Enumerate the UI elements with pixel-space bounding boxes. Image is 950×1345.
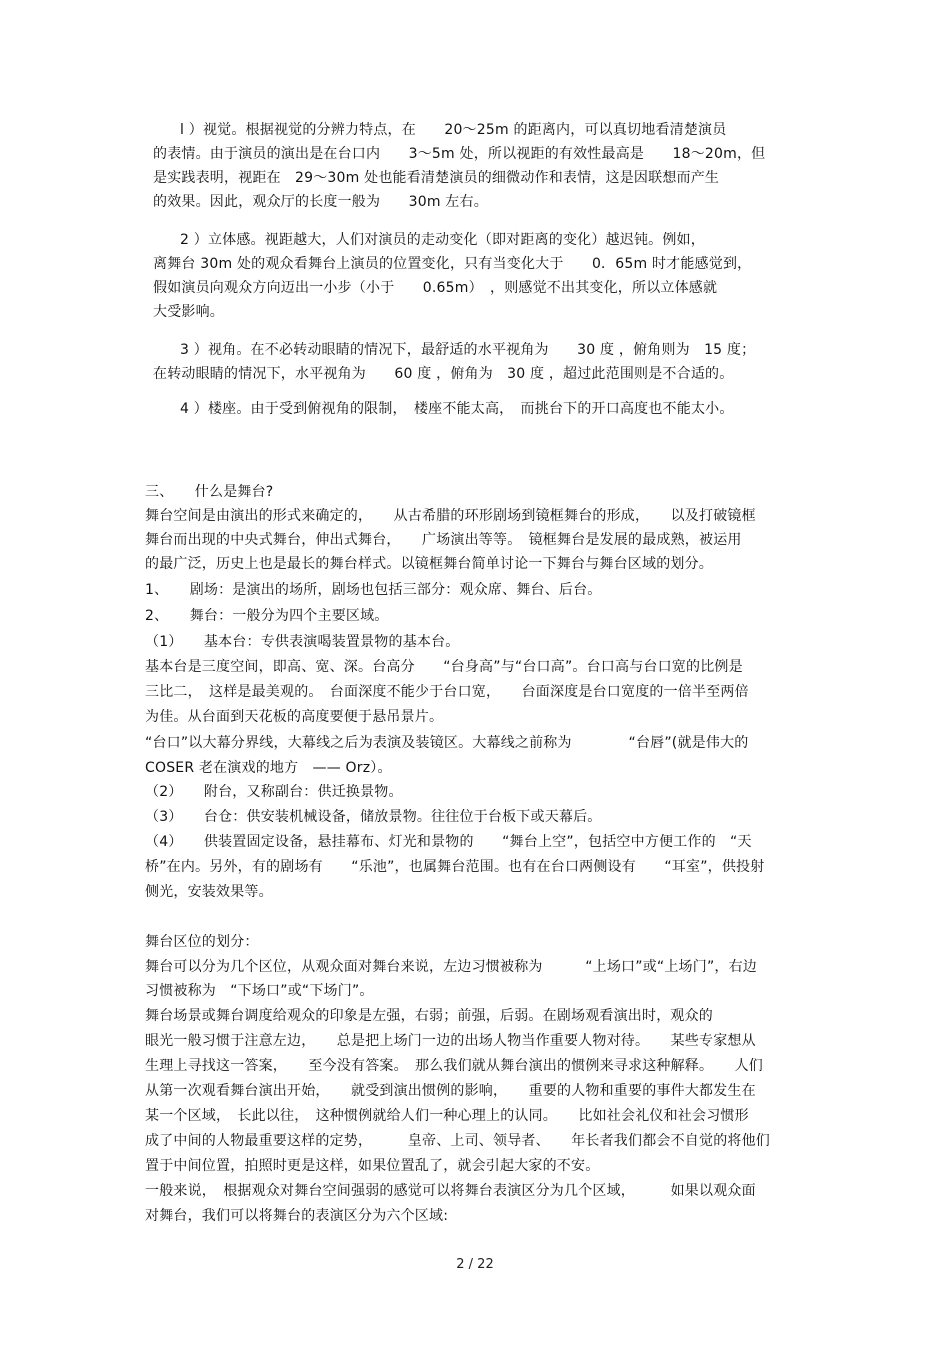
text-line: 的效果。因此，观众厅的长度一般为 30m 左右。 <box>153 194 488 210</box>
text-line: 侧光，安装效果等。 <box>145 884 273 900</box>
text-line: 从第一次观看舞台演出开始， 就受到演出惯例的影响， 重要的人物和重要的事件大都发生在 <box>145 1083 756 1099</box>
text-line: 是实践表明，视距在 29～30m 处也能看清楚演员的细微动作和表情，这是因联想而产生 <box>153 170 720 186</box>
text-line: 对舞台，我们可以将舞台的表演区分为六个区域: <box>145 1208 449 1224</box>
text-line: 舞台空间是由演出的形式来确定的， 从古希腊的环形剧场到镜框舞台的形成， 以及打破镜框 <box>145 508 756 524</box>
text-line: 2 ）立体感。视距越大，人们对演员的走动变化（即对距离的变化）越迟钝。例如， <box>180 232 705 248</box>
text-line: 舞台可以分为几个区位，从观众面对舞台来说，左边习惯被称为 “上场口”或“上场门”，右边 <box>145 959 758 975</box>
text-line: 的最广泛，历史上也是最长的舞台样式。以镜框舞台简单讨论一下舞台与舞台区域的划分。 <box>145 556 713 572</box>
text-line: 1、 剧场：是演出的场所，剧场也包括三部分：观众席、舞台、后台。 <box>145 582 602 598</box>
text-line: 在转动眼睛的情况下，水平视角为 60 度 ，俯角为 30 度 ，超过此范围则是不合适的。 <box>153 366 734 382</box>
text-line: 的表情。由于演员的演出是在台口内 3～5m 处，所以视距的有效性最高是 18～20m，但 <box>153 146 766 162</box>
text-line: 生理上寻找这一答案， 至今没有答案。 那么我们就从舞台演出的惯例来寻求这种解释。 人们 <box>145 1058 763 1074</box>
text-line: 大受影响。 <box>153 304 224 320</box>
text-line: COSER 老在演戏的地方 —— Orz）。 <box>145 760 392 776</box>
section-heading: 舞台区位的划分： <box>145 934 259 950</box>
text-line: l ）视觉。根据视觉的分辨力特点，在 20～25m 的距离内，可以真切地看清楚演员 <box>180 122 727 138</box>
text-line: 某一个区域， 长此以往， 这种惯例就给人们一种心理上的认同。 比如社会礼仪和社会习惯形 <box>145 1108 749 1124</box>
text-line: 离舞台 30m 处的观众看舞台上演员的位置变化，只有当变化大于 0．65m 时才能感觉到， <box>153 256 752 272</box>
text-line: 习惯被称为 “下场口”或“下场门”。 <box>145 983 374 999</box>
text-line: （1） 基本台：专供表演喝装置景物的基本台。 <box>145 634 460 650</box>
text-line: 三比二， 这样是最美观的。 台面深度不能少于台口宽， 台面深度是台口宽度的一倍半至两倍 <box>145 684 749 700</box>
text-line: 一般来说， 根据观众对舞台空间强弱的感觉可以将舞台表演区分为几个区域， 如果以观众面 <box>145 1183 756 1199</box>
text-line: 舞台场景或舞台调度给观众的印象是左强，右弱；前强，后弱。在剧场观看演出时，观众的 <box>145 1008 713 1024</box>
text-line: （2） 附台，又称副台：供迁换景物。 <box>145 784 403 800</box>
text-line: 成了中间的人物最重要这样的定势， 皇帝、上司、领导者、 年长者我们都会不自觉的将他们 <box>145 1133 770 1149</box>
text-line: 桥”在内。另外，有的剧场有 “乐池”，也属舞台范围。也有在台口两侧设有 “耳室”，供投射 <box>145 859 765 875</box>
page-number: 2 / 22 <box>456 1257 494 1272</box>
text-line: “台口”以大幕分界线，大幕线之后为表演及装镜区。大幕线之前称为 “台唇”(就是伟大的 <box>145 735 749 751</box>
text-line: 3 ）视角。在不必转动眼睛的情况下，最舒适的水平视角为 30 度 ，俯角则为 15 度； <box>180 342 756 358</box>
text-line: 基本台是三度空间，即高、宽、深。台高分 “台身高”与“台口高”。台口高与台口宽的比例是 <box>145 659 743 675</box>
text-line: 为佳。从台面到天花板的高度要便于悬吊景片。 <box>145 709 444 725</box>
text-line: 4 ）楼座。由于受到俯视角的限制， 楼座不能太高， 而挑台下的开口高度也不能太小。 <box>180 401 734 417</box>
text-line: 舞台而出现的中央式舞台，伸出式舞台， 广场演出等等。 镜框舞台是发展的最成熟，被运用 <box>145 532 742 548</box>
text-line: 置于中间位置，拍照时更是这样，如果位置乱了，就会引起大家的不安。 <box>145 1158 600 1174</box>
text-line: （4） 供装置固定设备，悬挂幕布、灯光和景物的 “舞台上空”，包括空中方便工作的 “天 <box>145 834 752 850</box>
text-line: 眼光一般习惯于注意左边， 总是把上场门一边的出场人物当作重要人物对待。 某些专家想从 <box>145 1033 756 1049</box>
text-line: 2、 舞台：一般分为四个主要区域。 <box>145 608 389 624</box>
section-heading: 三、 什么是舞台? <box>145 484 274 500</box>
text-line: （3） 台仓：供安装机械设备，储放景物。往往位于台板下或天幕后。 <box>145 809 602 825</box>
text-line: 假如演员向观众方向迈出一小步（小于 0.65m） ，则感觉不出其变化，所以立体感就 <box>153 280 718 296</box>
